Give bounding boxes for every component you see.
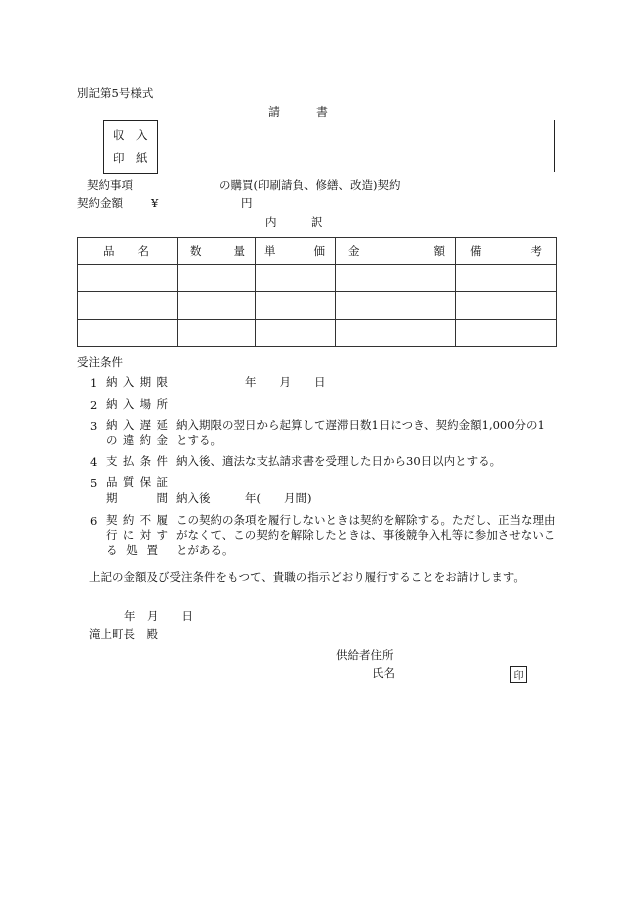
condition-6-number: 6 xyxy=(90,514,98,528)
revenue-stamp-box xyxy=(103,120,158,174)
condition-4-body: 納入後、適法な支払請求書を受理した日から30日以内とする。 xyxy=(176,454,502,468)
condition-5-label-line2: 期間 xyxy=(106,491,168,505)
form-number: 別記第5号様式 xyxy=(77,86,154,100)
condition-3-number: 3 xyxy=(90,419,98,433)
condition-5-number: 5 xyxy=(90,476,98,490)
contract-matter-text: の購買(印刷請負、修繕、改造)契約 xyxy=(219,178,401,192)
condition-2-number: 2 xyxy=(90,398,98,412)
condition-5-body: 納入後 年( 月間) xyxy=(176,491,312,505)
table-row xyxy=(78,265,557,292)
table-row xyxy=(78,319,557,346)
seal-mark: 印 xyxy=(510,666,527,683)
contract-matter-label: 契約事項 xyxy=(87,178,133,192)
condition-4-number: 4 xyxy=(90,455,98,469)
condition-1-label: 納入期限 xyxy=(106,375,168,389)
name-label: 氏名 xyxy=(372,666,395,680)
table-header-row xyxy=(78,238,557,265)
condition-5-label-line1: 品質保証 xyxy=(106,475,168,489)
breakdown-table xyxy=(77,237,557,347)
conditions-title: 受注条件 xyxy=(77,355,123,369)
condition-1-body: 年 月 日 xyxy=(176,375,326,389)
header-amount: 金 額 xyxy=(336,238,456,265)
header-unit-price: 単 価 xyxy=(256,238,336,265)
yen-symbol: ¥ xyxy=(151,196,159,210)
table-row xyxy=(78,292,557,319)
addressee: 滝上町長 殿 xyxy=(89,627,158,641)
yen-unit: 円 xyxy=(241,196,253,210)
contract-amount-label: 契約金額 xyxy=(77,196,123,210)
condition-4-label: 支払条件 xyxy=(106,454,168,468)
condition-6-body: この契約の条項を履行しないときは契約を解除する。ただし、正当な理由がなくて、この契約を解除したときは、事後競争入札等に参加させないことがある。 xyxy=(176,513,556,557)
header-remarks: 備 考 xyxy=(456,238,557,265)
closing-statement: 上記の金額及び受注条件をもつて、貴職の指示どおり履行することをお請けします。 xyxy=(89,570,525,584)
header-quantity: 数 量 xyxy=(178,238,256,265)
condition-6-label-line1: 契約不履 xyxy=(106,513,168,527)
condition-6-label-line2: 行に対す xyxy=(106,528,168,542)
header-item-name: 品 名 xyxy=(78,238,178,265)
date-line: 年 月 日 xyxy=(124,609,193,623)
document-title: 請 書 xyxy=(268,105,329,119)
supplier-address-label: 供給者住所 xyxy=(336,648,394,662)
breakdown-title: 内 訳 xyxy=(265,215,323,229)
condition-1-number: 1 xyxy=(90,376,98,390)
condition-2-label: 納入場所 xyxy=(106,397,168,411)
condition-3-label-line2: の違約金 xyxy=(106,433,168,447)
stamp-label-line2: 印 紙 xyxy=(113,151,148,165)
condition-3-label-line1: 納入遅延 xyxy=(106,418,168,432)
stamp-label-line1: 収 入 xyxy=(113,128,148,142)
condition-3-body: 納入期限の翌日から起算して遅滞日数1日につき、契約金額1,000分の1とする。 xyxy=(176,418,545,447)
right-margin-line xyxy=(554,120,555,172)
condition-6-label-line3: る処置 xyxy=(106,543,158,557)
